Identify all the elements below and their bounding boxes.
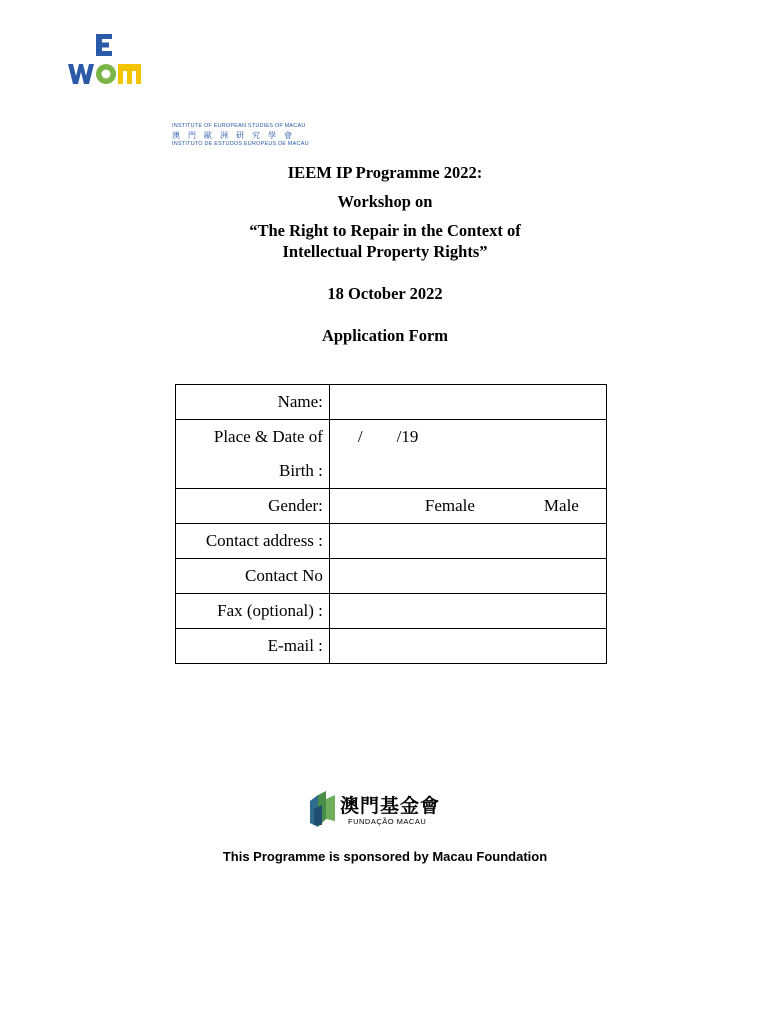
- application-form-table: [175, 384, 607, 664]
- address-field[interactable]: [329, 524, 606, 559]
- gender-field: [329, 489, 606, 524]
- form-row-gender: [176, 489, 607, 524]
- email-label: E-mail :: [176, 629, 330, 664]
- workshop-date: 18 October 2022: [327, 284, 443, 303]
- foundation-name-zh: 澳門基金會: [340, 795, 441, 817]
- ieem-logo-mark: [66, 34, 156, 90]
- name-field[interactable]: [329, 385, 606, 420]
- gender-option-male[interactable]: Male: [543, 496, 579, 515]
- gender-option-female[interactable]: Female: [424, 496, 475, 515]
- form-row-fax: [176, 594, 607, 629]
- form-row-name: [176, 385, 607, 420]
- fax-label: Fax (optional) :: [176, 594, 330, 629]
- workshop-title-line1: “The Right to Repair in the Context of: [249, 221, 521, 240]
- email-field[interactable]: [329, 629, 606, 664]
- sponsor-statement: This Programme is sponsored by Macau Foundation: [222, 849, 548, 864]
- macau-foundation-emblem-icon: [308, 789, 338, 829]
- org-name-en: INSTITUTE OF EUROPEAN STUDIES OF MACAU: [172, 123, 306, 129]
- workshop-title-line2: Intellectual Property Rights”: [282, 242, 488, 261]
- programme-title: IEEM IP Programme 2022:: [287, 163, 483, 182]
- dob-label-line2: Birth :: [278, 461, 323, 480]
- org-name-zh: 澳門歐洲研究學會: [172, 131, 300, 140]
- foundation-name-pt: FUNDAÇÃO MACAU: [348, 817, 427, 826]
- dob-value: / /19: [357, 427, 419, 446]
- gender-label: Gender:: [176, 489, 330, 524]
- form-row-dob: [176, 420, 607, 489]
- contact-field[interactable]: [329, 559, 606, 594]
- dob-label: [176, 420, 330, 489]
- form-title: Application Form: [321, 326, 449, 345]
- dob-field[interactable]: [329, 420, 606, 489]
- form-row-address: [176, 524, 607, 559]
- name-label: Name:: [176, 385, 330, 420]
- dob-label-line1: Place & Date of: [213, 427, 323, 446]
- contact-label: Contact No: [176, 559, 330, 594]
- address-label: Contact address :: [176, 524, 330, 559]
- org-name-pt: INSTITUTO DE ESTUDOS EUROPEUS DE MACAU: [172, 141, 309, 147]
- workshop-label: Workshop on: [337, 192, 433, 211]
- form-row-email: [176, 629, 607, 664]
- form-row-contact: [176, 559, 607, 594]
- macau-foundation-logo: [308, 789, 448, 833]
- ieem-logo: [66, 34, 309, 147]
- fax-field[interactable]: [329, 594, 606, 629]
